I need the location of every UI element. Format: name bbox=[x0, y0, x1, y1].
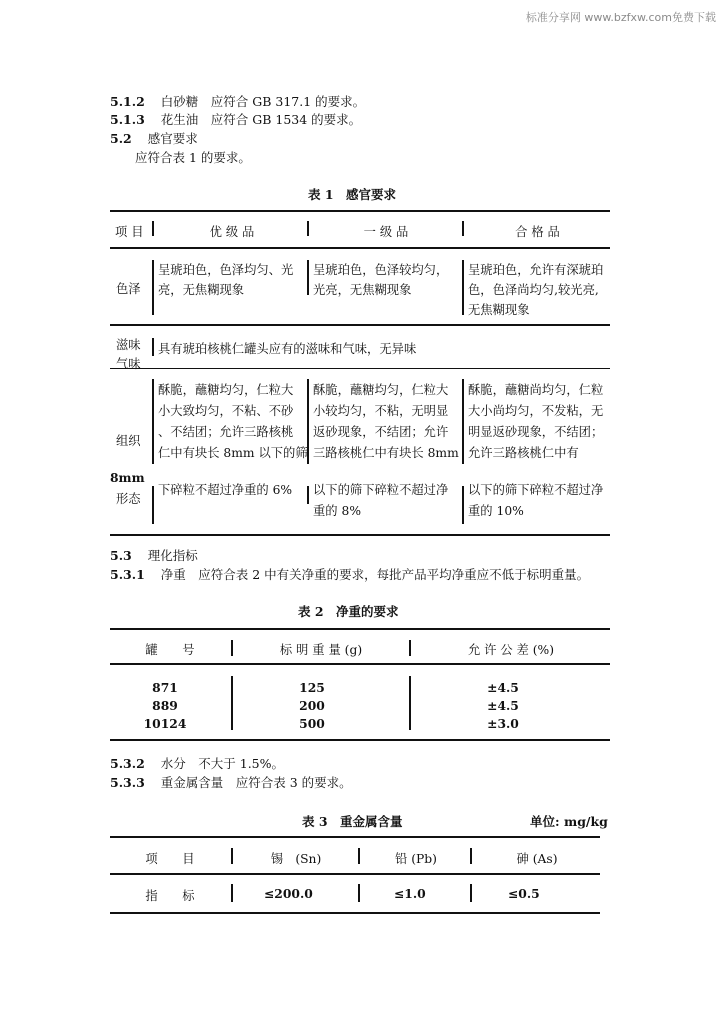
table2-caption: 表 2 净重的要求 bbox=[298, 604, 399, 619]
section-5-2-body: 应符合表 1 的要求。 bbox=[135, 150, 251, 165]
column-separator bbox=[462, 260, 464, 315]
section-text: 花生油 应符合 GB 1534 的要求。 bbox=[160, 112, 362, 127]
section-5-1-3 bbox=[110, 110, 361, 128]
column-separator bbox=[307, 221, 309, 236]
section-text: 重金属含量 应符合表 3 的要求。 bbox=[160, 775, 352, 790]
column-separator bbox=[152, 486, 154, 524]
column-separator bbox=[470, 884, 472, 902]
table1-row-label-texture: 组织 bbox=[116, 434, 141, 448]
section-number: 5.3 bbox=[110, 548, 132, 563]
table3-header-item: 项 目 bbox=[145, 852, 195, 866]
column-separator bbox=[358, 848, 360, 864]
table1-row-label-shape: 形态 bbox=[116, 492, 141, 506]
section-number: 5.3.2 bbox=[110, 756, 145, 771]
section-number: 5.1.3 bbox=[110, 112, 145, 127]
column-separator bbox=[462, 379, 464, 464]
table1-header-item: 项 目 bbox=[115, 225, 144, 239]
column-separator bbox=[409, 640, 411, 656]
table1-header-rule bbox=[110, 247, 610, 249]
section-number: 5.1.2 bbox=[110, 94, 145, 109]
table3-top-rule bbox=[110, 836, 600, 838]
table1-color-premium: 呈琥珀色，色泽均匀、光 亮，无焦糊现象 bbox=[158, 263, 294, 297]
table1-row-rule bbox=[110, 324, 610, 326]
table2-top-rule bbox=[110, 628, 610, 630]
column-separator bbox=[462, 221, 464, 236]
column-separator bbox=[409, 676, 411, 730]
table3-cell-as: ≤0.5 bbox=[508, 886, 540, 901]
table3-bottom-rule bbox=[110, 912, 600, 914]
section-title: 理化指标 bbox=[147, 548, 198, 563]
column-separator bbox=[307, 260, 309, 295]
table2-header-tolerance: 允 许 公 差 (%) bbox=[467, 643, 555, 657]
table3-caption: 表 3 重金属含量 bbox=[302, 814, 403, 829]
section-5-2-heading bbox=[110, 129, 198, 147]
table3-row-label: 指 标 bbox=[145, 889, 195, 903]
table2-cell-can: 871 bbox=[152, 680, 178, 695]
table2-cell-can: 10124 bbox=[143, 716, 187, 731]
table1-texture-first: 酥脆，蘸糖均匀，仁粒大 小较均匀，不粘，无明显 返砂现象，不结团；允许 三路核桃仁中有块长 8mm 以下的筛下碎粒不超过净 重的 8% bbox=[313, 383, 459, 518]
column-separator bbox=[231, 640, 233, 656]
column-separator bbox=[231, 884, 233, 902]
column-separator bbox=[152, 338, 154, 356]
table3-header-sn: 锡 (Sn) bbox=[270, 852, 322, 866]
table1-caption: 表 1 感官要求 bbox=[308, 187, 397, 202]
table2-cell-weight: 125 bbox=[299, 680, 325, 695]
table2-cell-weight: 500 bbox=[299, 716, 325, 731]
section-text: 净重 应符合表 2 中有关净重的要求，每批产品平均净重应不低于标明重量。 bbox=[160, 567, 590, 582]
table2-header-weight: 标 明 重 量 (g) bbox=[279, 643, 363, 657]
column-separator bbox=[231, 848, 233, 864]
table1-row-label-color: 色泽 bbox=[116, 282, 141, 296]
table1-texture-premium: 酥脆，蘸糖均匀，仁粒大 小大致均匀，不粘、不砂 、不结团；允许三路核桃 仁中有块长 8mm 以下的筛 下碎粒不超过净重的 6% bbox=[158, 383, 308, 497]
section-number: 5.2 bbox=[110, 131, 132, 146]
table3-header-rule bbox=[110, 873, 600, 875]
table2-bottom-rule bbox=[110, 739, 610, 741]
table2-cell-tolerance: ±3.0 bbox=[487, 716, 519, 731]
column-separator bbox=[152, 260, 154, 315]
column-separator bbox=[462, 486, 464, 524]
table1-header-premium: 优 级 品 bbox=[209, 225, 255, 239]
section-text: 白砂糖 应符合 GB 317.1 的要求。 bbox=[160, 94, 366, 109]
table3-cell-pb: ≤1.0 bbox=[394, 886, 426, 901]
section-title: 感官要求 bbox=[147, 131, 198, 146]
table3-header-as: 砷 (As) bbox=[516, 852, 558, 866]
watermark: 标准分享网 www.bzfxw.com免费下载 bbox=[525, 11, 716, 24]
section-5-1-2 bbox=[110, 92, 365, 110]
column-separator bbox=[358, 884, 360, 902]
section-5-3-3 bbox=[110, 773, 352, 791]
table1-texture-qualified: 酥脆，蘸糖尚均匀，仁粒 大小尚均匀，不发粘，无 明显返砂现象，不结团； 允许三路核桃仁中有 以下的筛下碎粒不超过净 重的 10% bbox=[468, 383, 604, 518]
table2-cell-tolerance: ±4.5 bbox=[487, 680, 519, 695]
table1-row-label-taste: 滋味 气味 bbox=[116, 338, 141, 371]
column-separator bbox=[152, 379, 154, 464]
table1-bottom-rule bbox=[110, 534, 610, 536]
column-separator bbox=[231, 676, 233, 730]
table2-header-rule bbox=[110, 663, 610, 665]
table1-top-rule bbox=[110, 210, 610, 212]
table3-cell-sn: ≤200.0 bbox=[264, 886, 313, 901]
table1-row-rule bbox=[110, 368, 610, 369]
table1-taste-text: 具有琥珀核桃仁罐头应有的滋味和气味，无异味 bbox=[158, 342, 417, 356]
table2-cell-can: 889 bbox=[152, 698, 178, 713]
table3-header-pb: 铅 (Pb) bbox=[395, 852, 437, 866]
section-number: 5.3.3 bbox=[110, 775, 145, 790]
table2-header-can: 罐 号 bbox=[145, 643, 195, 657]
table2-cell-tolerance: ±4.5 bbox=[487, 698, 519, 713]
table1-dangling-text: 8mm bbox=[110, 470, 145, 485]
table2-cell-weight: 200 bbox=[299, 698, 325, 713]
section-text: 水分 不大于 1.5%。 bbox=[160, 756, 285, 771]
table3-unit: 单位: mg/kg bbox=[530, 814, 608, 829]
section-number: 5.3.1 bbox=[110, 567, 145, 582]
section-5-3-1 bbox=[110, 565, 589, 583]
column-separator bbox=[470, 848, 472, 864]
section-5-3-heading bbox=[110, 546, 198, 564]
table1-color-first: 呈琥珀色，色泽较均匀， 光亮，无焦糊现象 bbox=[313, 263, 449, 297]
table1-header-qualified: 合 格 品 bbox=[515, 225, 560, 239]
column-separator bbox=[152, 221, 154, 236]
table1-color-qualified: 呈琥珀色，允许有深琥珀 色，色泽尚均匀,较光亮, 无焦糊现象 bbox=[468, 263, 604, 317]
section-5-3-2 bbox=[110, 754, 284, 772]
table1-header-first: 一 级 品 bbox=[363, 225, 409, 239]
